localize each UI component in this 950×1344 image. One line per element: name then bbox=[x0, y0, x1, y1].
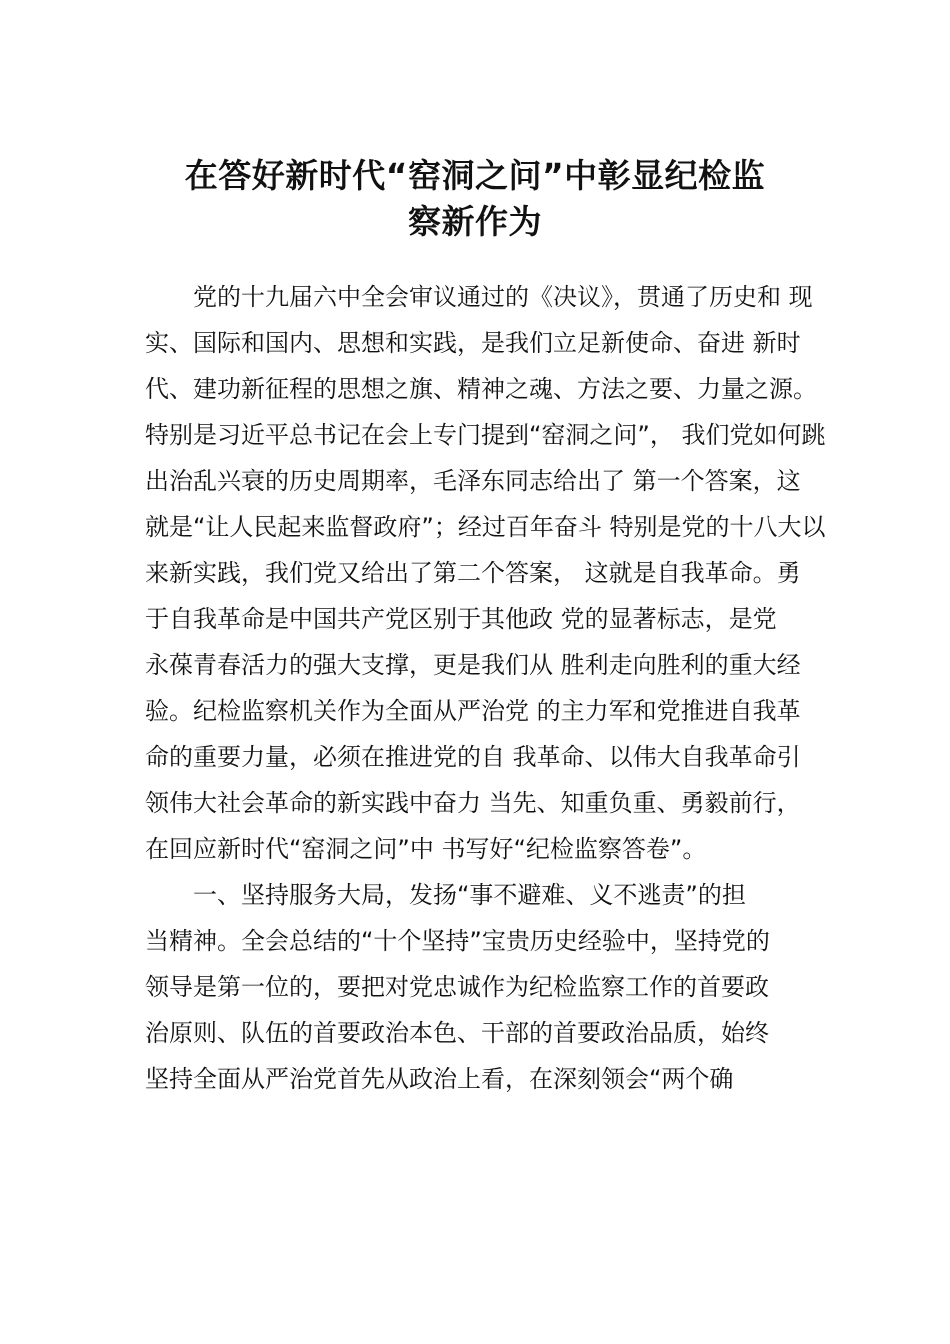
paragraph-1-line: 命的重要力量，必须在推进党的自 我革命、以伟大自我革命引 bbox=[145, 743, 801, 771]
paragraph-1-line: 验。纪检监察机关作为全面从严治党 的主力军和党推进自我革 bbox=[145, 697, 801, 725]
paragraph-1-line: 领伟大社会革命的新实践中奋力 当先、知重负重、勇毅前行， bbox=[145, 789, 801, 817]
document-title-line-2: 察新作为 bbox=[408, 202, 542, 241]
paragraph-1-line: 代、建功新征程的思想之旗、精神之魂、方法之要、力量之源。 bbox=[145, 375, 817, 403]
paragraph-1-line: 来新实践，我们党又给出了第二个答案， 这就是自我革命。勇 bbox=[145, 559, 801, 587]
paragraph-2-line: 一、坚持服务大局，发扬“事不避难、义不逃责”的担 bbox=[193, 881, 746, 909]
paragraph-2-line: 治原则、队伍的首要政治本色、干部的首要政治品质，始终 bbox=[145, 1019, 769, 1047]
paragraph-1-line: 在回应新时代“窑洞之问”中 书写好“纪检监察答卷”。 bbox=[145, 835, 707, 863]
paragraph-2-line: 坚持全面从严治党首先从政治上看，在深刻领会“两个确 bbox=[145, 1065, 734, 1093]
document-title-line-1: 在答好新时代“窑洞之问”中彰显纪检监 bbox=[184, 156, 766, 195]
paragraph-1-line: 于自我革命是中国共产党区别于其他政 党的显著标志，是党 bbox=[145, 605, 777, 633]
paragraph-2-line: 当精神。全会总结的“十个坚持”宝贵历史经验中，坚持党的 bbox=[145, 927, 770, 955]
paragraph-2-line: 领导是第一位的，要把对党忠诚作为纪检监察工作的首要政 bbox=[145, 973, 769, 1001]
paragraph-1-line: 就是“让人民起来监督政府”；经过百年奋斗 特别是党的十八大以 bbox=[145, 513, 826, 541]
paragraph-1-line: 出治乱兴衰的历史周期率，毛泽东同志给出了 第一个答案，这 bbox=[145, 467, 801, 495]
paragraph-1-line: 永葆青春活力的强大支撑，更是我们从 胜利走向胜利的重大经 bbox=[145, 651, 801, 679]
paragraph-1-line: 实、国际和国内、思想和实践，是我们立足新使命、奋进 新时 bbox=[145, 329, 801, 357]
paragraph-1-line: 党的十九届六中全会审议通过的《决议》，贯通了历史和 现 bbox=[193, 283, 813, 311]
paragraph-1-line: 特别是习近平总书记在会上专门提到“窑洞之问”， 我们党如何跳 bbox=[145, 421, 826, 449]
